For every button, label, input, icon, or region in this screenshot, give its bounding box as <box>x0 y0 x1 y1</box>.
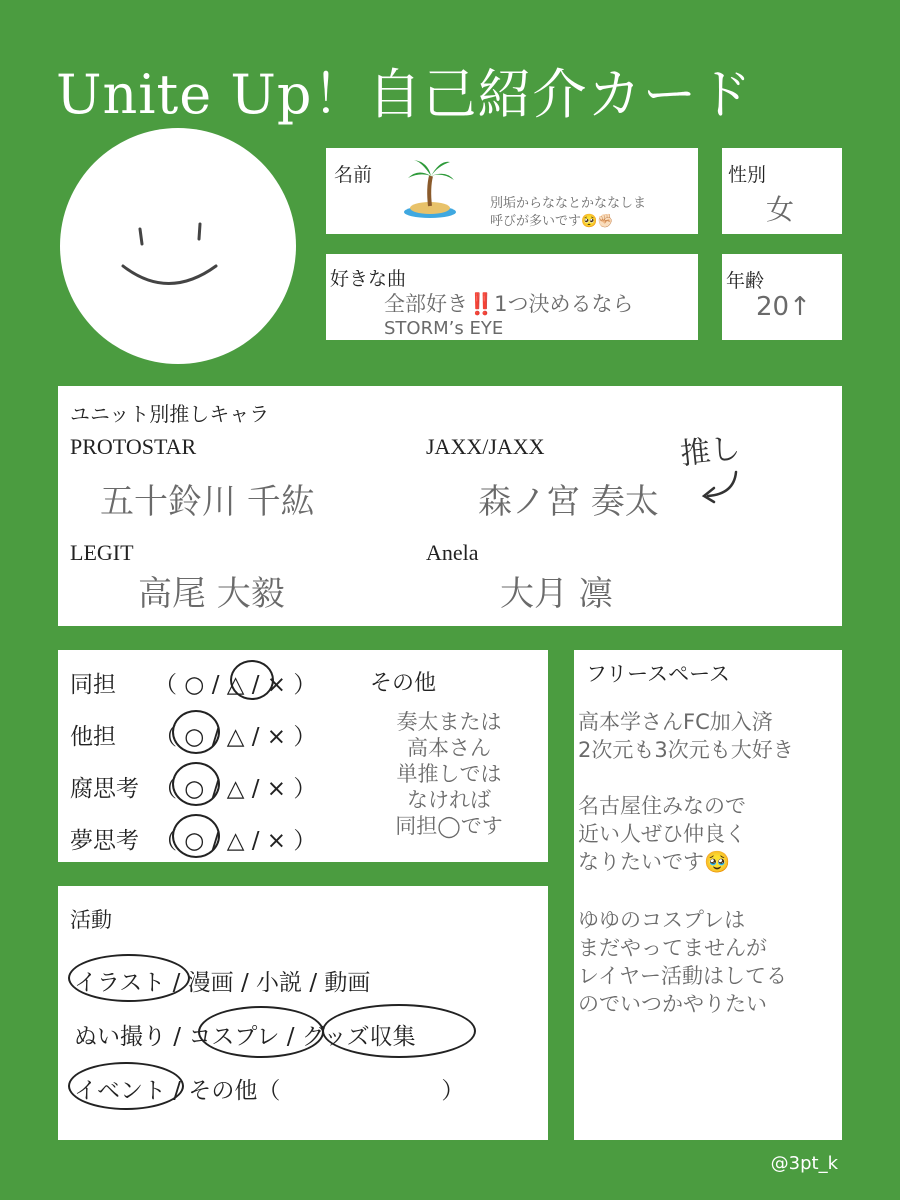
oshi-note: 推し <box>678 430 743 473</box>
free-line: 近い人ぜひ仲良く <box>578 822 746 846</box>
jaxx-label: JAXX/JAXX <box>426 434 545 459</box>
gender-label: 性別 <box>728 164 767 186</box>
other-note-line: 高本さん <box>407 736 491 760</box>
free-space-header: フリースペース <box>586 662 731 686</box>
pref-row-label: 腐思考 <box>70 776 139 802</box>
activities-header: 活動 <box>70 908 112 932</box>
selection-circle <box>172 814 220 858</box>
age-label: 年齢 <box>726 270 765 292</box>
arrow-icon <box>694 468 744 512</box>
name-note-line1: 別垢からななとかななしま <box>490 196 647 211</box>
pref-row-label: 同担 <box>70 672 116 698</box>
pref-row-options: （ ○ / △ / × ） <box>154 828 317 854</box>
free-line: ゆゆのコスプレは <box>578 908 746 932</box>
palm-island-icon <box>400 156 460 224</box>
activities-line: イベント / その他（ ） <box>74 1078 465 1104</box>
song-line1: 全部好き‼️1つ決めるなら <box>384 292 634 316</box>
card-title: Unite Up！自己紹介カード <box>56 63 753 126</box>
other-note-line: なければ <box>407 788 491 812</box>
anela-label: Anela <box>426 540 479 565</box>
name-note-line2: 呼びが多いです🥺✊🏻 <box>490 214 614 229</box>
free-line: まだやってませんが <box>578 936 767 960</box>
age-value: 20↑ <box>756 292 811 322</box>
selection-circle <box>68 1062 184 1110</box>
protostar-chara: 五十鈴川 千紘 <box>100 482 315 522</box>
activities-line: イラスト / 漫画 / 小説 / 動画 <box>74 970 371 996</box>
selection-circle <box>198 1006 324 1058</box>
gender-value: 女 <box>766 193 795 226</box>
free-space-panel <box>574 650 842 1140</box>
free-line: 2次元も3次元も大好き <box>578 738 794 762</box>
pref-row-label: 夢思考 <box>70 828 139 854</box>
selection-circle <box>230 660 274 700</box>
other-note-line: 同担◯です <box>395 814 503 838</box>
selection-circle <box>68 954 190 1002</box>
free-line: レイヤー活動はしてる <box>578 964 787 988</box>
selection-circle <box>172 762 220 806</box>
anela-chara: 大月 凛 <box>500 574 613 614</box>
song-label: 好きな曲 <box>330 268 407 290</box>
age-panel <box>722 254 842 340</box>
pref-row-options: （ ○ / △ / × ） <box>154 672 317 698</box>
selection-circle <box>172 710 220 754</box>
credit-handle: @3pt_k <box>770 1153 838 1174</box>
pref-row-options: （ ○ / △ / × ） <box>154 724 317 750</box>
activities-line: ぬい撮り / コスプレ / グッズ収集 <box>74 1024 416 1050</box>
jaxx-chara: 森ノ宮 奏太 <box>478 482 659 522</box>
other-label: その他 <box>370 671 437 696</box>
name-label: 名前 <box>334 164 373 186</box>
free-line: なりたいです🥹 <box>578 850 731 874</box>
legit-chara: 高尾 大毅 <box>138 574 285 614</box>
name-panel <box>326 148 698 234</box>
gender-panel <box>722 148 842 234</box>
smiley-face-icon <box>58 126 298 366</box>
pref-row-options: （ ○ / △ / × ） <box>154 776 317 802</box>
favorite-song-panel <box>326 254 698 340</box>
song-line2: STORM’s EYE <box>384 318 504 339</box>
free-line: 高本学さんFC加入済 <box>578 710 773 734</box>
units-header: ユニット別推しキャラ <box>70 402 270 426</box>
legit-label: LEGIT <box>70 540 134 565</box>
activities-panel <box>58 886 548 1140</box>
protostar-label: PROTOSTAR <box>70 434 197 459</box>
selection-circle <box>322 1004 476 1058</box>
pref-row-label: 他担 <box>70 724 116 750</box>
units-panel <box>58 386 842 626</box>
preferences-panel <box>58 650 548 862</box>
other-note-line: 奏太または <box>396 710 502 734</box>
free-line: のでいつかやりたい <box>578 992 767 1016</box>
other-note-line: 単推しでは <box>396 762 502 786</box>
free-line: 名古屋住みなので <box>578 794 746 818</box>
avatar <box>58 126 298 366</box>
